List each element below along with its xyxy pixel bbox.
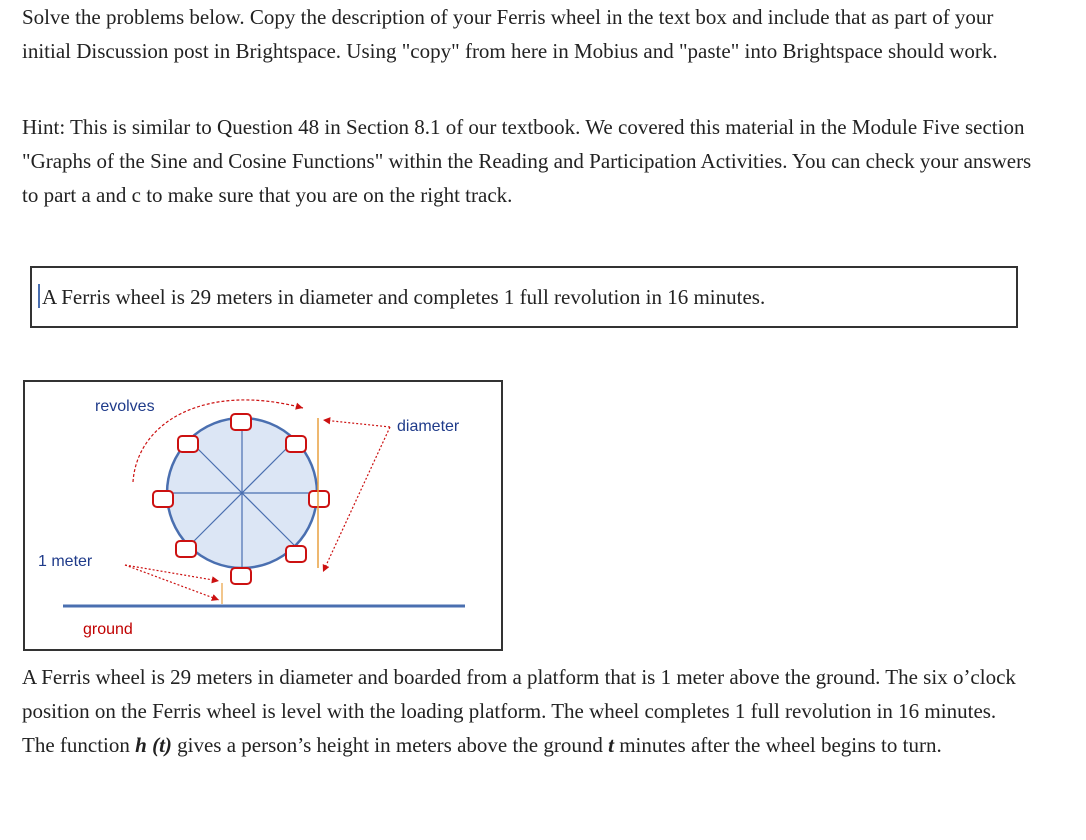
revolves-label: revolves — [95, 398, 155, 415]
diameter-arrow-top — [323, 420, 390, 427]
description-text-box[interactable] — [30, 266, 1018, 328]
one-meter-arrow-top — [125, 565, 219, 581]
function-h-of-t: h (t) — [135, 733, 172, 757]
problem-text-2: gives a person’s height in meters above the ground — [171, 733, 609, 757]
one-meter-arrow-bottom — [125, 565, 219, 600]
problem-statement — [22, 660, 1032, 762]
hint-paragraph: Hint: This is similar to Question 48 in Section 8.1 of our textbook. We covered this material in the Module Five section "Graphs of the Sine and Cosine Functions" within the Reading and Participation Activities. You can check your answers to part a and c to make sure that you are on the right track. — [22, 115, 1032, 207]
ferris-wheel-diagram — [23, 380, 503, 651]
variable-t: t — [608, 733, 614, 757]
problem-text-1: A Ferris wheel is 29 meters in diameter and boarded from a platform that is 1 meter above the ground. The six o’clock position on the Ferris wheel is level with the loading platform. The wheel completes 1 full revolution in 16 minutes. The function — [22, 665, 1016, 757]
text-cursor — [38, 284, 40, 308]
problem-text-3: minutes after the wheel begins to turn. — [613, 733, 942, 757]
ferris-wheel-figure — [25, 382, 505, 653]
ground-label: ground — [83, 621, 133, 638]
diameter-arrow-bottom — [323, 427, 390, 572]
diameter-label: diameter — [397, 418, 460, 435]
one-meter-label: 1 meter — [38, 553, 93, 570]
instructions-paragraph: Solve the problems below. Copy the description of your Ferris wheel in the text box and include that as part of your initial Discussion post in Brightspace. Using "copy" from here in Mobius and "paste" into Brightspace should work. — [22, 5, 998, 63]
description-text: A Ferris wheel is 29 meters in diameter and completes 1 full revolution in 16 minutes. — [42, 285, 766, 309]
